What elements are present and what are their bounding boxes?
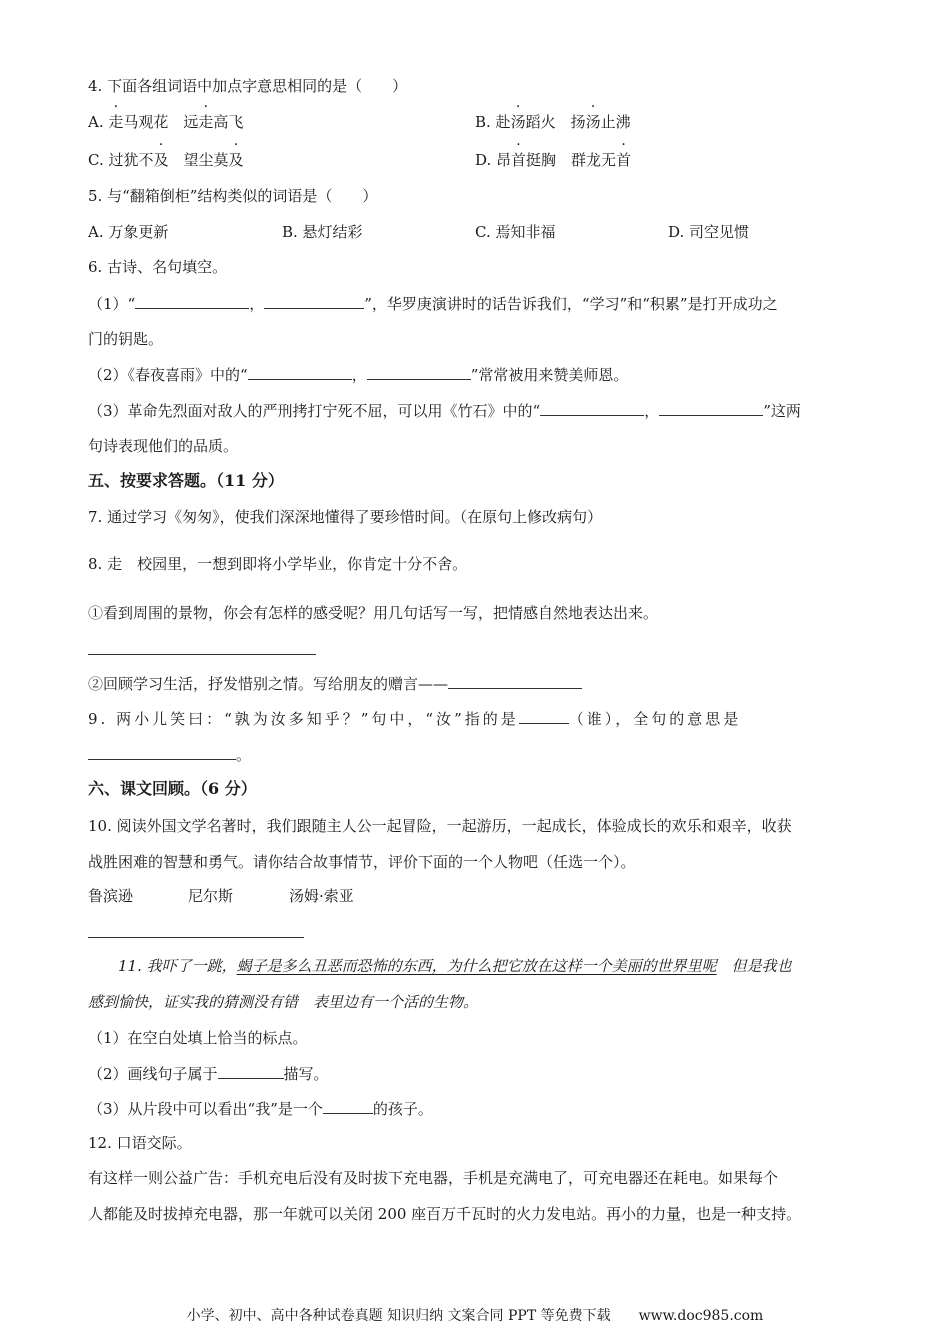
q4-option-d: D. 昂首挺胸 群龙无首 [475, 151, 632, 169]
q9-line1: 9. 两小儿笑曰：“孰为汝多知乎？”句中，“汝”指的是 （谁），全句的意思是 [88, 710, 742, 728]
q6-part1: （1）“ ， ”，华罗庚演讲时的话告诉我们，“学习”和“积累”是打开成功之 [88, 295, 778, 313]
q10-line1: 10. 阅读外国文学名著时，我们跟随主人公一起冒险，一起游历，一起成长，体验成长的欢乐和艰辛，收获 [88, 817, 792, 835]
q5-option-d: D. 司空见惯 [668, 223, 750, 241]
answer-line[interactable] [88, 937, 304, 938]
q6-part1-cont: 门的钥匙。 [88, 330, 164, 348]
q4-option-c: C. 过犹不及 望尘莫及 [88, 151, 244, 169]
q10-line2: 战胜困难的智慧和勇气。请你结合故事情节，评价下面的一个人物吧（任选一个）。 [88, 853, 636, 871]
q5-option-c: C. 焉知非福 [475, 223, 556, 241]
q12-line1: 有这样一则公益广告：手机充电后没有及时拔下充电器，手机是充满电了，可充电器还在耗电。如果每个 [88, 1169, 779, 1187]
q7-text: 7. 通过学习《匆匆》，使我们深深地懂得了要珍惜时间。（在原句上修改病句） [88, 508, 603, 526]
q4-option-b: B. 赴汤蹈火 扬汤止沸 [475, 113, 631, 131]
answer-blank[interactable] [135, 293, 249, 309]
answer-blank[interactable] [264, 293, 364, 309]
q10-name: 鲁滨逊 [88, 887, 134, 905]
answer-blank[interactable] [248, 364, 352, 380]
q6-stem: 6. 古诗、名句填空。 [88, 258, 228, 276]
section-5-title: 五、按要求答题。（11 分） [88, 471, 284, 490]
q4-stem: 4. 下面各组词语中加点字意思相同的是（ ） [88, 77, 408, 95]
answer-blank[interactable] [88, 744, 236, 760]
q5-option-a: A. 万象更新 [88, 223, 169, 241]
q6-part3: （3）革命先烈面对敌人的严刑拷打宁死不屈，可以用《竹石》中的“ ， ”这两 [88, 402, 801, 420]
answer-blank[interactable] [519, 708, 569, 724]
answer-blank[interactable] [540, 400, 644, 416]
q6-part2: （2）《春夜喜雨》中的“ ， ”常常被用来赞美师恩。 [88, 366, 629, 384]
answer-blank[interactable] [448, 673, 582, 689]
answer-blank[interactable] [323, 1098, 373, 1114]
q8-sub1: ①看到周围的景物，你会有怎样的感受呢？用几句话写一写，把情感自然地表达出来。 [88, 604, 659, 622]
q9-line2: 。 [88, 744, 251, 765]
answer-blank[interactable] [367, 364, 471, 380]
q12-line2: 人都能及时拔掉充电器，那一年就可以关闭 200 座百万千瓦时的火力发电站。再小的力量，也是一种支持。 [88, 1205, 802, 1223]
q8-stem: 8. 走 校园里，一想到即将小学毕业，你肯定十分不舍。 [88, 555, 468, 573]
answer-blank[interactable] [218, 1063, 284, 1079]
q10-name: 汤姆·索亚 [289, 887, 354, 905]
underlined-sentence: 蝎子是多么丑恶而恐怖的东西，为什么把它放在这样一个美丽的世界里呢 [236, 957, 717, 975]
q4-option-a: A. 走马观花 远走高飞 [88, 113, 244, 131]
q11-sub1: （1）在空白处填上恰当的标点。 [88, 1029, 308, 1047]
q11-sub2: （2）画线句子属于 描写。 [88, 1065, 329, 1083]
q8-sub2: ②回顾学习生活，抒发惜别之情。写给朋友的赠言—— [88, 673, 582, 694]
page-footer: 小学、初中、高中各种试卷真题 知识归纳 文案合同 PPT 等免费下载 www.doc985.com [186, 1308, 764, 1324]
answer-line[interactable] [88, 654, 316, 655]
q12-stem: 12. 口语交际。 [88, 1134, 192, 1152]
q11-sub3: （3）从片段中可以看出“我”是一个 的孩子。 [88, 1100, 433, 1118]
q11-passage-line2: 感到愉快，证实我的猜测没有错 表里边有一个活的生物。 [88, 993, 479, 1011]
q5-stem: 5. 与“翻箱倒柜”结构类似的词语是（ ） [88, 187, 378, 205]
q10-name: 尼尔斯 [188, 887, 234, 905]
q5-option-b: B. 悬灯结彩 [282, 223, 363, 241]
q6-part3-cont: 句诗表现他们的品质。 [88, 437, 239, 455]
section-6-title: 六、课文回顾。（6 分） [88, 779, 257, 798]
answer-blank[interactable] [659, 400, 763, 416]
q11-passage-line1: 11. 我吓了一跳，蝎子是多么丑恶而恐怖的东西，为什么把它放在这样一个美丽的世界里呢 但是我也 [118, 957, 792, 975]
